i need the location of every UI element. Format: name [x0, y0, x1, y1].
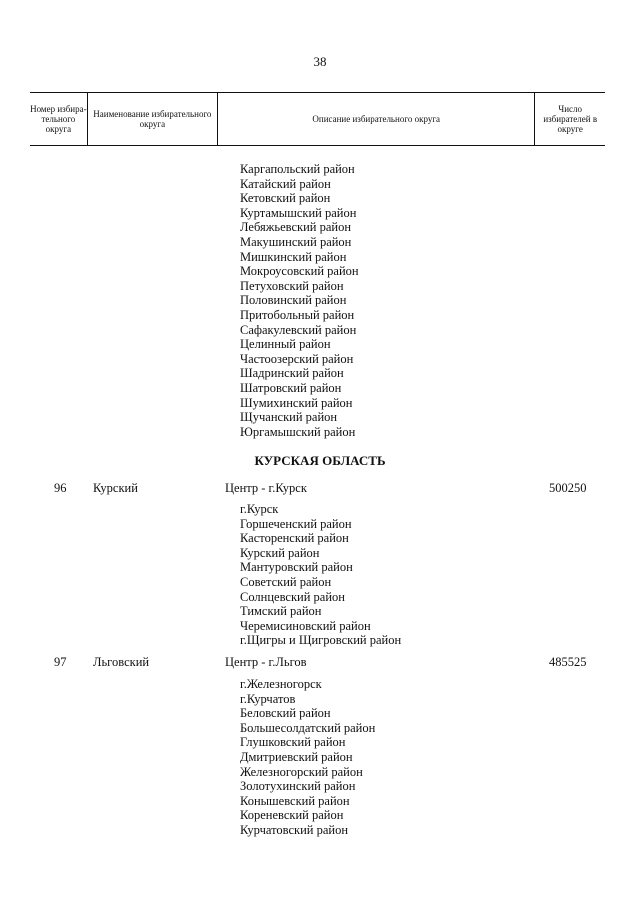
list-item: г.Курчатов: [240, 691, 296, 706]
list-item: Большесолдатский район: [240, 720, 376, 735]
district-name: Льговский: [93, 655, 150, 669]
list-item: Лебяжьевский район: [240, 220, 352, 235]
list-item: Щучанский район: [240, 410, 338, 425]
district-voters: 500250: [549, 481, 587, 495]
region-title: КУРСКАЯ ОБЛАСТЬ: [254, 453, 386, 468]
list-item: Кореневский район: [240, 808, 344, 823]
list-item: Мокроусовский район: [240, 264, 359, 279]
header-district-description: Описание избирательного округа: [217, 93, 534, 145]
list-item: Куртамышский район: [240, 205, 357, 220]
district-number: 97: [54, 655, 67, 669]
district-area-list: [240, 677, 375, 838]
list-item: Золотухинский район: [240, 779, 356, 794]
header-voter-count: Число избирателей в округе: [534, 93, 605, 145]
district-center: Центр - г.Курск: [225, 481, 307, 495]
district-voters: 485525: [549, 655, 587, 669]
list-item: Половинский район: [240, 293, 347, 308]
list-item: Курчатовский район: [240, 822, 349, 837]
list-item: Шумихинский район: [240, 395, 353, 410]
list-item: Горшеченский район: [240, 516, 352, 531]
list-item: г.Курск: [240, 502, 279, 516]
list-item: Беловский район: [240, 706, 331, 721]
list-item: Советский район: [240, 574, 332, 589]
header-district-number: Номер избира-тельного округа: [30, 104, 87, 134]
list-item: Касторенский район: [240, 531, 349, 546]
list-item: г.Железногорск: [240, 677, 322, 691]
district-center: Центр - г.Льгов: [225, 655, 307, 669]
list-item: Курский район: [240, 545, 320, 560]
list-item: Петуховский район: [240, 278, 344, 293]
list-item: Дмитриевский район: [240, 749, 353, 764]
list-item: Каргапольский район: [240, 162, 355, 176]
list-item: Железногорский район: [240, 764, 363, 779]
list-item: Конышевский район: [240, 793, 350, 808]
list-item: г.Щигры и Щигровский район: [240, 633, 402, 648]
header-district-name: Наименование избирательного округа: [87, 93, 217, 145]
list-item: Мишкинский район: [240, 249, 347, 264]
continued-area-list: [240, 162, 359, 439]
list-item: Шатровский район: [240, 380, 342, 395]
list-item: Катайский район: [240, 176, 331, 191]
district-number: 96: [54, 481, 67, 495]
list-item: Кетовский район: [240, 191, 331, 206]
list-item: Сафакулевский район: [240, 322, 357, 337]
district-area-list: [240, 502, 401, 648]
list-item: Шадринский район: [240, 366, 344, 381]
list-item: Солнцевский район: [240, 589, 345, 604]
list-item: Макушинский район: [240, 234, 352, 249]
list-item: Притобольный район: [240, 307, 355, 322]
list-item: Тимский район: [240, 604, 322, 619]
list-item: Мантуровский район: [240, 560, 353, 575]
list-item: Юргамышский район: [240, 424, 356, 439]
list-item: Целинный район: [240, 337, 331, 352]
list-item: Глушковский район: [240, 735, 346, 750]
list-item: Частоозерский район: [240, 351, 354, 366]
district-name: Курский: [93, 481, 138, 495]
list-item: Черемисиновский район: [240, 618, 371, 633]
table-header: [30, 92, 605, 146]
page-number: 38: [313, 54, 327, 69]
